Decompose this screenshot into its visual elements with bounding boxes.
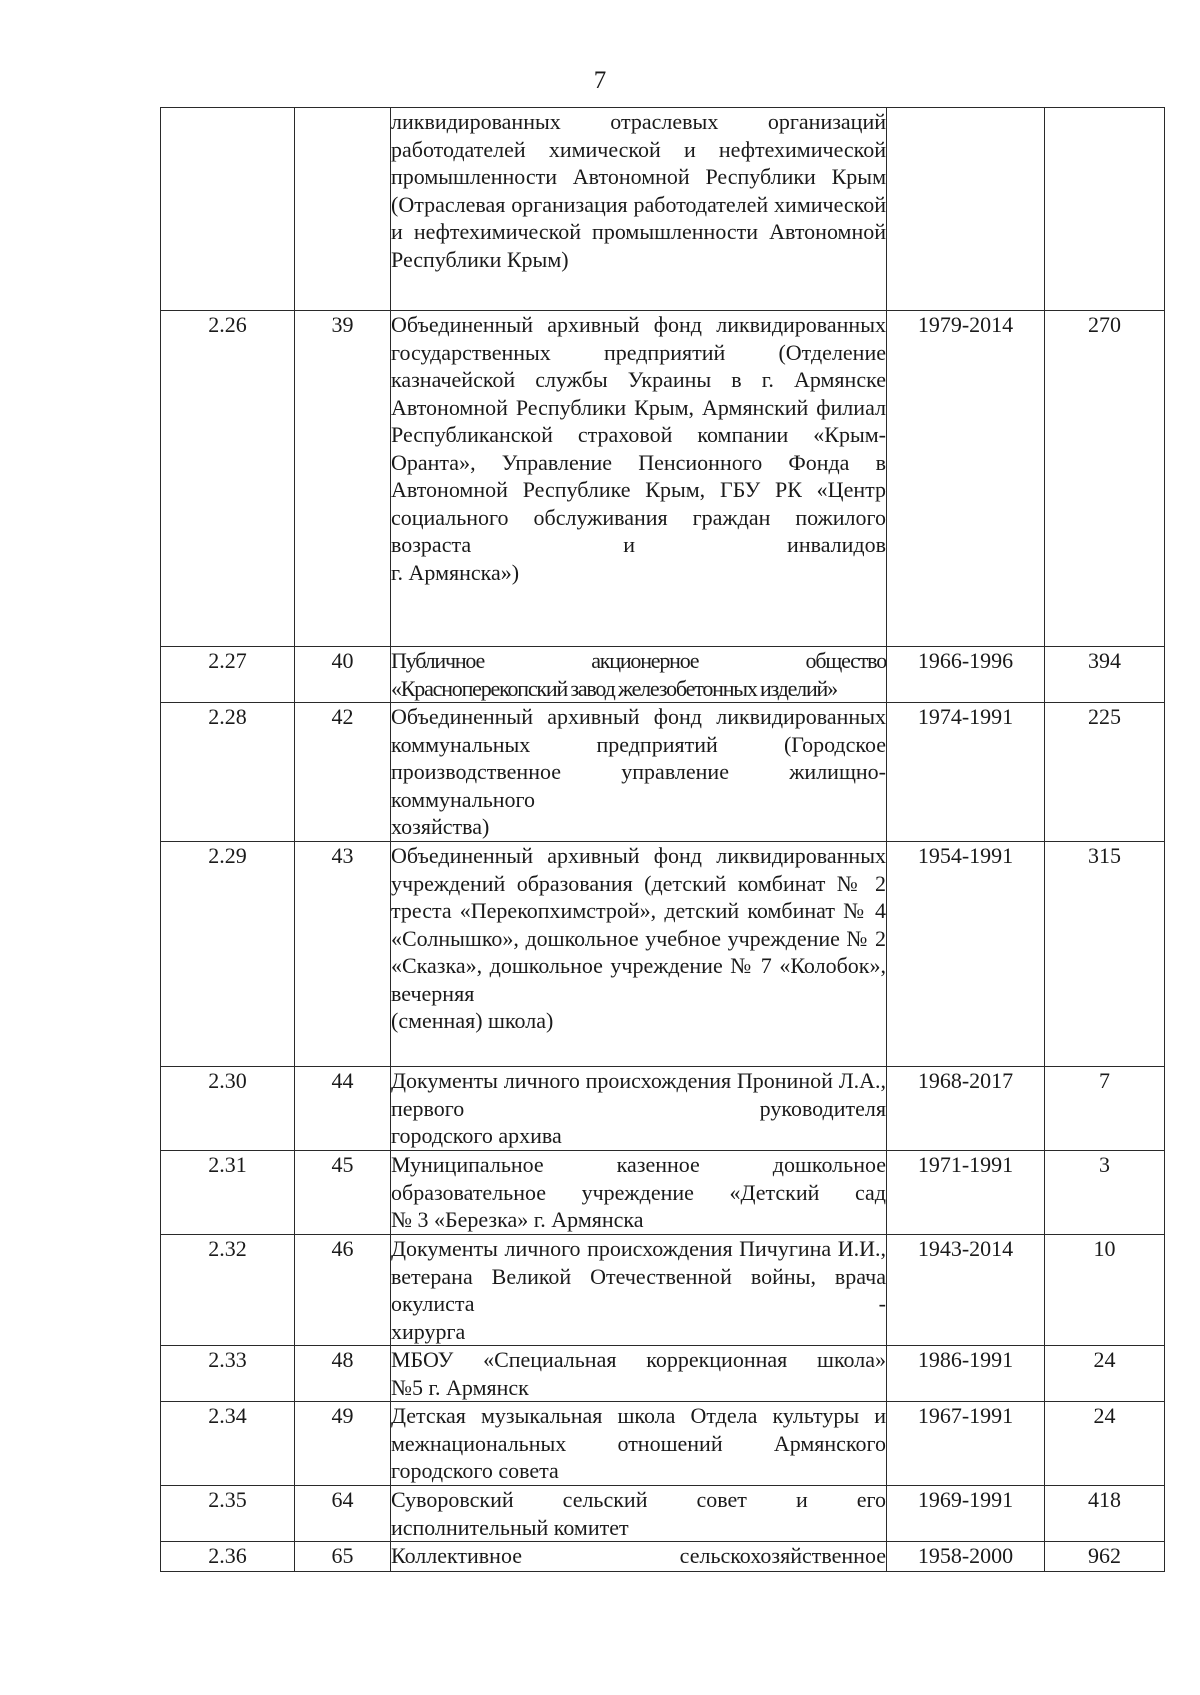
fund-description: ликвидированных отраслевых организаций работодателей химической и нефтехимической промышленности Автономной Республики Крым (Отраслевая организация работодателей химической и нефтехимической промышленности Автономной Республики Крым) (391, 109, 886, 272)
fund-description: Суворовский сельский совет и его (391, 1487, 886, 1512)
date-range-cell (887, 108, 1045, 311)
row-number-cell: 2.34 (161, 1402, 295, 1486)
fund-number-cell: 44 (295, 1067, 391, 1151)
fund-number-cell: 40 (295, 647, 391, 703)
fund-description-cell (391, 1402, 887, 1486)
fund-description-cell (391, 311, 887, 647)
date-range-cell: 1966-1996 (887, 647, 1045, 703)
row-number-cell: 2.28 (161, 703, 295, 842)
table-row (161, 1542, 1165, 1572)
table-row (161, 1402, 1165, 1486)
fund-description-last-line: хозяйства) (391, 814, 490, 839)
fund-description-cell (391, 647, 887, 703)
date-range-cell: 1979-2014 (887, 311, 1045, 647)
fund-description-last-line: хирурга (391, 1318, 466, 1344)
fund-description-cell (391, 1346, 887, 1402)
date-range-cell: 1986-1991 (887, 1346, 1045, 1402)
row-number-cell: 2.36 (161, 1542, 295, 1572)
table-row (161, 1151, 1165, 1235)
item-count-cell: 270 (1045, 311, 1165, 647)
fund-number-cell: 49 (295, 1402, 391, 1486)
fund-number-cell: 42 (295, 703, 391, 842)
item-count-cell: 3 (1045, 1151, 1165, 1235)
table-row (161, 108, 1165, 311)
item-count-cell: 315 (1045, 842, 1165, 1067)
table-row (161, 842, 1165, 1067)
fund-description: Документы личного происхождения Пичугина И.И., ветерана Великой Отечественной войны, врача окулиста - (391, 1236, 886, 1316)
row-number-cell: 2.29 (161, 842, 295, 1067)
fund-number-cell: 45 (295, 1151, 391, 1235)
row-number-cell: 2.33 (161, 1346, 295, 1402)
fund-description: Объединенный архивный фонд ликвидированных коммунальных предприятий (Городское производственное управление жилищно-коммунального (391, 704, 886, 812)
archive-fund-table (160, 107, 1165, 1572)
row-number-cell: 2.31 (161, 1151, 295, 1235)
fund-number-cell: 65 (295, 1542, 391, 1572)
table-row (161, 1346, 1165, 1402)
date-range-cell: 1974-1991 (887, 703, 1045, 842)
table-row (161, 1235, 1165, 1346)
fund-description-cell (391, 1067, 887, 1151)
date-range-cell: 1958-2000 (887, 1542, 1045, 1572)
fund-description-cell (391, 703, 887, 842)
fund-description-cell (391, 842, 887, 1067)
fund-description-last-line: (сменная) школа) (391, 1008, 554, 1033)
item-count-cell: 10 (1045, 1235, 1165, 1346)
table-row (161, 311, 1165, 647)
row-number-cell (161, 108, 295, 311)
item-count-cell: 418 (1045, 1486, 1165, 1542)
fund-description: Детская музыкальная школа Отдела культуры и межнациональных отношений Армянского (391, 1403, 886, 1456)
fund-description-last-line: городского архива (391, 1123, 562, 1148)
fund-number-cell (295, 108, 391, 311)
table-row (161, 1067, 1165, 1151)
fund-description-cell (391, 1235, 887, 1346)
item-count-cell: 225 (1045, 703, 1165, 842)
date-range-cell: 1967-1991 (887, 1402, 1045, 1486)
fund-description: Муниципальное казенное дошкольное образовательное учреждение «Детский сад (391, 1152, 886, 1205)
date-range-cell: 1971-1991 (887, 1151, 1045, 1235)
fund-number-cell: 48 (295, 1346, 391, 1402)
item-count-cell: 962 (1045, 1542, 1165, 1572)
fund-description-last-line: исполнительный комитет (391, 1514, 629, 1540)
fund-description: Коллективное сельскохозяйственное (391, 1543, 886, 1568)
fund-description: МБОУ «Специальная коррекционная школа» (391, 1347, 886, 1372)
page-number: 7 (593, 67, 607, 94)
row-number-cell: 2.26 (161, 311, 295, 647)
fund-description-last-line: городского совета (391, 1458, 559, 1483)
item-count-cell: 7 (1045, 1067, 1165, 1151)
fund-description: Документы личного происхождения Прониной Л.А., первого руководителя (391, 1068, 886, 1121)
fund-number-cell: 39 (295, 311, 391, 647)
date-range-cell: 1954-1991 (887, 842, 1045, 1067)
fund-number-cell: 46 (295, 1235, 391, 1346)
fund-description-cell (391, 108, 887, 311)
row-number-cell: 2.30 (161, 1067, 295, 1151)
fund-description-last-line: г. Армянска») (391, 559, 520, 585)
item-count-cell (1045, 108, 1165, 311)
item-count-cell: 24 (1045, 1346, 1165, 1402)
fund-description: Объединенный архивный фонд ликвидированных учреждений образования (детский комбинат № 2 треста «Перекопхимстрой», детский комбинат № 4 «Солнышко», дошкольное учебное учреждение № 2 «Сказка», дошкольное учреждение № 7 «Колобок», вечерняя (391, 843, 886, 1006)
fund-description-cell (391, 1486, 887, 1542)
fund-description-cell (391, 1151, 887, 1235)
fund-description: Объединенный архивный фонд ликвидированных государственных предприятий (Отделение казначейской службы Украины в г. Армянске Автономной Республики Крым, Армянский филиал Республиканской страховой компании «Крым-Оранта», Управление Пенсионного Фонда в Автономной Республике Крым, ГБУ РК «Центр социального обслуживания граждан пожилого возраста и инвалидов (391, 312, 886, 557)
date-range-cell: 1943-2014 (887, 1235, 1045, 1346)
item-count-cell: 394 (1045, 647, 1165, 703)
table-row (161, 647, 1165, 703)
fund-description-last-line: № 3 «Березка» г. Армянска (391, 1207, 644, 1232)
row-number-cell: 2.27 (161, 647, 295, 703)
date-range-cell: 1969-1991 (887, 1486, 1045, 1542)
fund-description-last-line: №5 г. Армянск (391, 1374, 529, 1400)
table-row (161, 703, 1165, 842)
fund-description-cell (391, 1542, 887, 1572)
table-row (161, 1486, 1165, 1542)
fund-number-cell: 43 (295, 842, 391, 1067)
fund-description: Публичное акционерное общество (391, 648, 886, 673)
date-range-cell: 1968-2017 (887, 1067, 1045, 1151)
row-number-cell: 2.32 (161, 1235, 295, 1346)
item-count-cell: 24 (1045, 1402, 1165, 1486)
row-number-cell: 2.35 (161, 1486, 295, 1542)
fund-number-cell: 64 (295, 1486, 391, 1542)
fund-description-last-line: «Красноперекопский завод железобетонных изделий» (391, 675, 837, 701)
